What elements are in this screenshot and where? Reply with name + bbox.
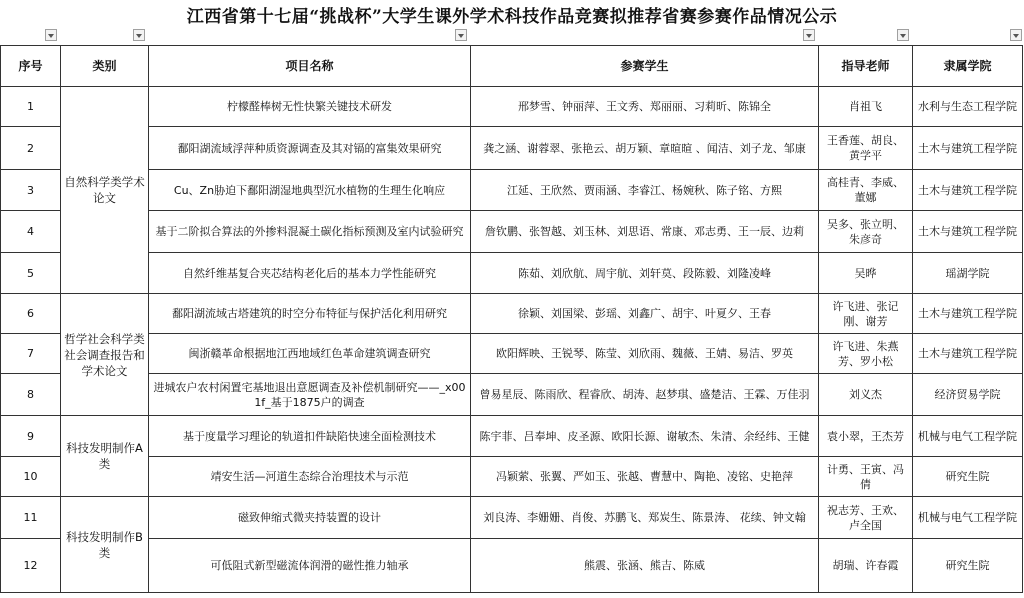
filter-dropdown-icon-students[interactable] xyxy=(803,29,815,41)
filter-dropdown-icon-category[interactable] xyxy=(133,29,145,41)
cell-project[interactable]: 基于二阶拟合算法的外掺料混凝土碳化指标预测及室内试验研究 xyxy=(149,211,471,253)
cell-students[interactable]: 曾易星辰、陈雨欣、程睿欣、胡涛、赵梦琪、盛楚洁、王霖、万佳羽 xyxy=(471,374,819,416)
header-project[interactable]: 项目名称 xyxy=(149,46,471,87)
header-category[interactable]: 类别 xyxy=(61,46,149,87)
filter-dropdown-icon-advisor[interactable] xyxy=(897,29,909,41)
cell-college[interactable]: 经济贸易学院 xyxy=(913,374,1023,416)
cell-project[interactable]: 鄱阳湖流域古塔建筑的时空分布特征与保护活化利用研究 xyxy=(149,294,471,334)
cell-project[interactable]: 磁致伸缩式微夹持装置的设计 xyxy=(149,497,471,539)
cell-category[interactable]: 科技发明制作A类 xyxy=(61,416,149,497)
cell-project[interactable]: 基于度量学习理论的轨道扣件缺陷快速全面检测技术 xyxy=(149,416,471,457)
cell-students[interactable]: 刘良涛、李姗姗、肖俊、苏鹏飞、郑炭生、陈景涛、 花续、钟文翰 xyxy=(471,497,819,539)
table-row xyxy=(1,416,1023,457)
cell-advisor[interactable]: 祝志芳、王欢、卢全国 xyxy=(819,497,913,539)
cell-advisor[interactable]: 许飞进、朱燕芳、罗小松 xyxy=(819,334,913,374)
cell-category[interactable]: 哲学社会科学类社会调查报告和学术论文 xyxy=(61,294,149,416)
cell-students[interactable]: 熊震、张涵、熊吉、陈威 xyxy=(471,539,819,593)
cell-students[interactable]: 陈宇菲、吕奉坤、皮圣源、欧阳长源、谢敏杰、朱清、余经纬、王健 xyxy=(471,416,819,457)
cell-no[interactable]: 8 xyxy=(1,374,61,416)
table-row xyxy=(1,334,1023,374)
header-advisor[interactable]: 指导老师 xyxy=(819,46,913,87)
cell-students[interactable]: 詹钦鹏、张智越、刘玉林、刘思语、常康、邓志勇、王一辰、边莉 xyxy=(471,211,819,253)
cell-no[interactable]: 9 xyxy=(1,416,61,457)
cell-advisor[interactable]: 胡瑞、许春霞 xyxy=(819,539,913,593)
filter-dropdown-icon-no[interactable] xyxy=(45,29,57,41)
header-row xyxy=(1,46,1023,87)
cell-students[interactable]: 江延、王欣然、贾雨涵、李睿江、杨婉秋、陈子铭、方熙 xyxy=(471,170,819,211)
cell-no[interactable]: 2 xyxy=(1,127,61,170)
cell-advisor[interactable]: 吴晔 xyxy=(819,253,913,294)
cell-students[interactable]: 徐颖、刘国梁、彭瑶、刘鑫广、胡宇、叶夏夕、王春 xyxy=(471,294,819,334)
cell-no[interactable]: 6 xyxy=(1,294,61,334)
cell-college[interactable]: 土木与建筑工程学院 xyxy=(913,127,1023,170)
cell-college[interactable]: 土木与建筑工程学院 xyxy=(913,170,1023,211)
cell-college[interactable]: 土木与建筑工程学院 xyxy=(913,294,1023,334)
cell-project[interactable]: Cu、Zn胁迫下鄱阳湖湿地典型沉水植物的生理生化响应 xyxy=(149,170,471,211)
cell-college[interactable]: 机械与电气工程学院 xyxy=(913,416,1023,457)
cell-college[interactable]: 机械与电气工程学院 xyxy=(913,497,1023,539)
cell-college[interactable]: 研究生院 xyxy=(913,457,1023,497)
cell-project[interactable]: 进城农户农村闲置宅基地退出意愿调查及补偿机制研究——_x001f_基于1875户的调查 xyxy=(149,374,471,416)
cell-students[interactable]: 邢梦雪、钟丽萍、王文秀、郑丽丽、习莉昕、陈锦全 xyxy=(471,87,819,127)
cell-project[interactable]: 靖安生活—河道生态综合治理技术与示范 xyxy=(149,457,471,497)
cell-project[interactable]: 自然纤维基复合夹芯结构老化后的基本力学性能研究 xyxy=(149,253,471,294)
cell-no[interactable]: 12 xyxy=(1,539,61,593)
cell-college[interactable]: 土木与建筑工程学院 xyxy=(913,211,1023,253)
header-students[interactable]: 参赛学生 xyxy=(471,46,819,87)
cell-college[interactable]: 水利与生态工程学院 xyxy=(913,87,1023,127)
table-row xyxy=(1,127,1023,170)
cell-no[interactable]: 3 xyxy=(1,170,61,211)
sheet-title: 江西省第十七届“挑战杯”大学生课外学术科技作品竞赛拟推荐省赛参赛作品情况公示 xyxy=(186,6,838,27)
cell-advisor[interactable]: 许飞进、张记刚、谢芳 xyxy=(819,294,913,334)
cell-students[interactable]: 龚之涵、谢蓉翠、张艳云、胡万颖、章暄暄 、闻洁、刘子龙、邹康 xyxy=(471,127,819,170)
table-row xyxy=(1,253,1023,294)
cell-college[interactable]: 瑶湖学院 xyxy=(913,253,1023,294)
cell-category[interactable]: 自然科学类学术论文 xyxy=(61,87,149,294)
cell-project[interactable]: 鄱阳湖流域浮萍种质资源调查及其对镉的富集效果研究 xyxy=(149,127,471,170)
table-row xyxy=(1,497,1023,539)
table-row xyxy=(1,294,1023,334)
header-college[interactable]: 隶属学院 xyxy=(913,46,1023,87)
table-row xyxy=(1,457,1023,497)
filter-dropdown-icon-college[interactable] xyxy=(1010,29,1022,41)
cell-advisor[interactable]: 计勇、王寅、冯倩 xyxy=(819,457,913,497)
header-no[interactable]: 序号 xyxy=(1,46,61,87)
cell-project[interactable]: 柠檬醛棒树无性快繁关键技术研发 xyxy=(149,87,471,127)
cell-college[interactable]: 土木与建筑工程学院 xyxy=(913,334,1023,374)
cell-students[interactable]: 陈茹、刘欣航、周宇航、刘轩莫、段陈毅、刘隆凌峰 xyxy=(471,253,819,294)
cell-students[interactable]: 冯颖萦、张翼、严如玉、张越、曹慧中、陶艳、凌铭、史艳萍 xyxy=(471,457,819,497)
cell-advisor[interactable]: 袁小翠，王杰芳 xyxy=(819,416,913,457)
cell-no[interactable]: 7 xyxy=(1,334,61,374)
cell-advisor[interactable]: 刘义杰 xyxy=(819,374,913,416)
cell-project[interactable]: 闽浙赣革命根据地江西地域红色革命建筑调查研究 xyxy=(149,334,471,374)
cell-category[interactable]: 科技发明制作B类 xyxy=(61,497,149,593)
cell-students[interactable]: 欧阳辉映、王锐琴、陈莹、刘欣雨、魏薇、王婧、易洁、罗英 xyxy=(471,334,819,374)
filter-dropdown-icon-project[interactable] xyxy=(455,29,467,41)
cell-no[interactable]: 5 xyxy=(1,253,61,294)
cell-advisor[interactable]: 王香莲、胡良、黄学平 xyxy=(819,127,913,170)
cell-advisor[interactable]: 高桂青、李威、董娜 xyxy=(819,170,913,211)
cell-no[interactable]: 1 xyxy=(1,87,61,127)
cell-advisor[interactable]: 吴多、张立明、朱彦奇 xyxy=(819,211,913,253)
table-row xyxy=(1,211,1023,253)
cell-project[interactable]: 可低阻式新型磁流体润滑的磁性推力轴承 xyxy=(149,539,471,593)
entries-table xyxy=(0,45,1023,593)
cell-no[interactable]: 10 xyxy=(1,457,61,497)
cell-no[interactable]: 11 xyxy=(1,497,61,539)
cell-no[interactable]: 4 xyxy=(1,211,61,253)
cell-college[interactable]: 研究生院 xyxy=(913,539,1023,593)
filter-row xyxy=(0,28,1024,44)
table-row xyxy=(1,539,1023,593)
table-row xyxy=(1,170,1023,211)
table-row xyxy=(1,374,1023,416)
table-row xyxy=(1,87,1023,127)
cell-advisor[interactable]: 肖祖飞 xyxy=(819,87,913,127)
